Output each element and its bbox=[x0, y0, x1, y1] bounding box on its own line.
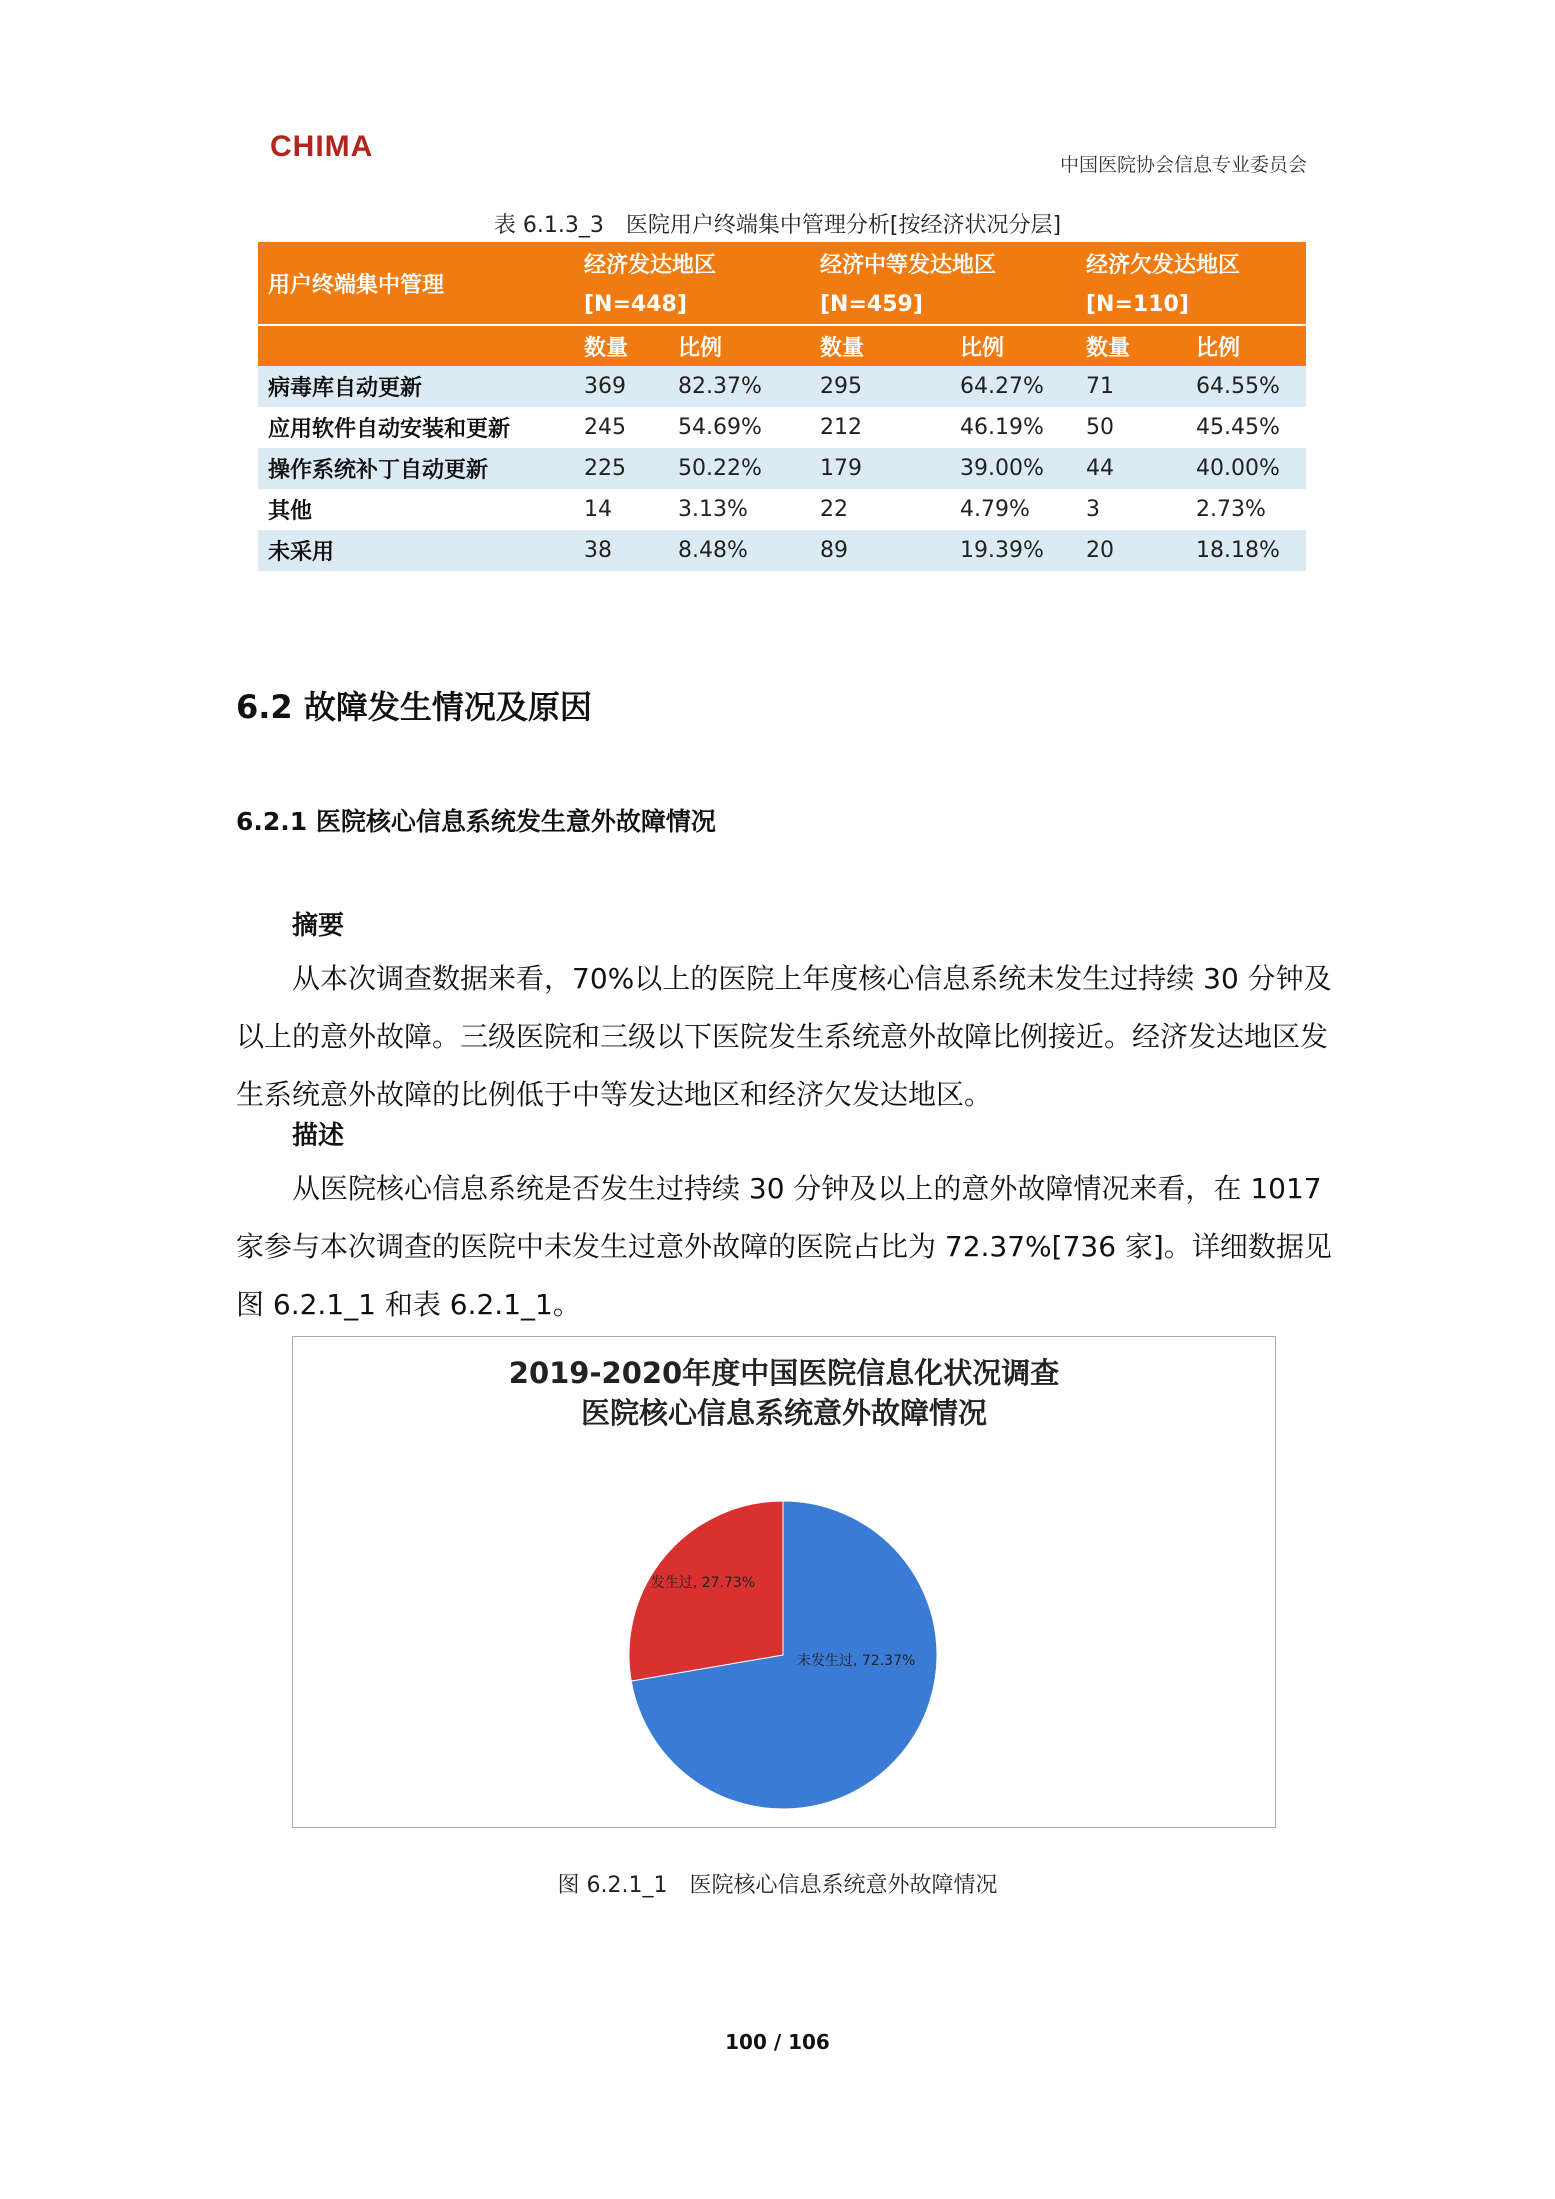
col-count: 数量 bbox=[1076, 325, 1186, 366]
row-label: 未采用 bbox=[258, 530, 574, 571]
group-header-underdeveloped: 经济欠发达地区 bbox=[1076, 242, 1306, 284]
cell: 46.19% bbox=[950, 407, 1076, 448]
cell: 22 bbox=[810, 489, 950, 530]
pie-data-label: 未发生过, 72.37% bbox=[797, 1653, 916, 1669]
row-label: 操作系统补丁自动更新 bbox=[258, 448, 574, 489]
cell: 38 bbox=[574, 530, 668, 571]
chart-title-line1: 2019-2020年度中国医院信息化状况调查 bbox=[508, 1356, 1060, 1390]
terminal-management-table bbox=[258, 242, 1306, 571]
group-n-underdeveloped: [N=110] bbox=[1076, 284, 1306, 325]
chart-title-line2: 医院核心信息系统意外故障情况 bbox=[580, 1396, 987, 1430]
group-n-moderate: [N=459] bbox=[810, 284, 1076, 325]
col-ratio: 比例 bbox=[668, 325, 810, 366]
description-paragraph bbox=[236, 1160, 1336, 1334]
cell: 3.13% bbox=[668, 489, 810, 530]
table-row bbox=[258, 530, 1306, 571]
cell: 225 bbox=[574, 448, 668, 489]
table-row bbox=[258, 489, 1306, 530]
cell: 50.22% bbox=[668, 448, 810, 489]
cell: 369 bbox=[574, 366, 668, 407]
cell: 54.69% bbox=[668, 407, 810, 448]
cell: 18.18% bbox=[1186, 530, 1306, 571]
row-label: 病毒库自动更新 bbox=[258, 366, 574, 407]
row-label: 应用软件自动安装和更新 bbox=[258, 407, 574, 448]
pie-data-label: 发生过, 27.73% bbox=[650, 1575, 756, 1591]
cell: 44 bbox=[1076, 448, 1186, 489]
description-title: 描述 bbox=[292, 1121, 345, 1151]
group-header-developed: 经济发达地区 bbox=[574, 242, 810, 284]
group-n-developed: [N=448] bbox=[574, 284, 810, 325]
cell: 212 bbox=[810, 407, 950, 448]
section-heading: 6.2 故障发生情况及原因 bbox=[236, 688, 592, 726]
cell: 3 bbox=[1076, 489, 1186, 530]
description-text: 从医院核心信息系统是否发生过持续 30 分钟及以上的意外故障情况来看，在 1017 家参与本次调查的医院中未发生过意外故障的医院占比为 72.37%[736 家]。详细数据见图 6.2.1_1 和表 6.2.1_1。 bbox=[236, 1172, 1332, 1321]
row-label: 其他 bbox=[258, 489, 574, 530]
chima-logo: CHIMA bbox=[270, 130, 374, 163]
table-row bbox=[258, 448, 1306, 489]
cell: 20 bbox=[1076, 530, 1186, 571]
col-count: 数量 bbox=[810, 325, 950, 366]
cell: 295 bbox=[810, 366, 950, 407]
cell: 45.45% bbox=[1186, 407, 1306, 448]
cell: 39.00% bbox=[950, 448, 1076, 489]
pie-chart-frame bbox=[292, 1336, 1276, 1828]
cell: 14 bbox=[574, 489, 668, 530]
table-row bbox=[258, 407, 1306, 448]
cell: 50 bbox=[1076, 407, 1186, 448]
figure-caption: 图 6.2.1_1 医院核心信息系统意外故障情况 bbox=[557, 1873, 998, 1898]
cell: 245 bbox=[574, 407, 668, 448]
table-caption: 表 6.1.3_3 医院用户终端集中管理分析[按经济状况分层] bbox=[493, 213, 1062, 238]
cell: 71 bbox=[1076, 366, 1186, 407]
cell: 8.48% bbox=[668, 530, 810, 571]
cell: 4.79% bbox=[950, 489, 1076, 530]
table-row bbox=[258, 366, 1306, 407]
cell: 40.00% bbox=[1186, 448, 1306, 489]
subsection-heading: 6.2.1 医院核心信息系统发生意外故障情况 bbox=[236, 807, 716, 836]
pie-slice-occurred bbox=[629, 1501, 783, 1681]
table-row-header: 用户终端集中管理 bbox=[258, 242, 574, 325]
cell: 64.55% bbox=[1186, 366, 1306, 407]
summary-paragraph bbox=[236, 950, 1336, 1124]
blank-header-cell bbox=[258, 325, 574, 366]
cell: 82.37% bbox=[668, 366, 810, 407]
cell: 19.39% bbox=[950, 530, 1076, 571]
group-header-moderate: 经济中等发达地区 bbox=[810, 242, 1076, 284]
page-number: 100 / 106 bbox=[725, 2030, 830, 2054]
cell: 89 bbox=[810, 530, 950, 571]
pie-chart bbox=[293, 1337, 1275, 1827]
col-ratio: 比例 bbox=[1186, 325, 1306, 366]
cell: 2.73% bbox=[1186, 489, 1306, 530]
cell: 179 bbox=[810, 448, 950, 489]
col-count: 数量 bbox=[574, 325, 668, 366]
summary-text: 从本次调查数据来看，70%以上的医院上年度核心信息系统未发生过持续 30 分钟及以上的意外故障。三级医院和三级以下医院发生系统意外故障比例接近。经济发达地区发生系统意外故障的比例低于中等发达地区和经济欠发达地区。 bbox=[236, 962, 1332, 1111]
summary-title: 摘要 bbox=[292, 911, 345, 941]
col-ratio: 比例 bbox=[950, 325, 1076, 366]
cell: 64.27% bbox=[950, 366, 1076, 407]
header-organization: 中国医院协会信息专业委员会 bbox=[1059, 154, 1307, 176]
